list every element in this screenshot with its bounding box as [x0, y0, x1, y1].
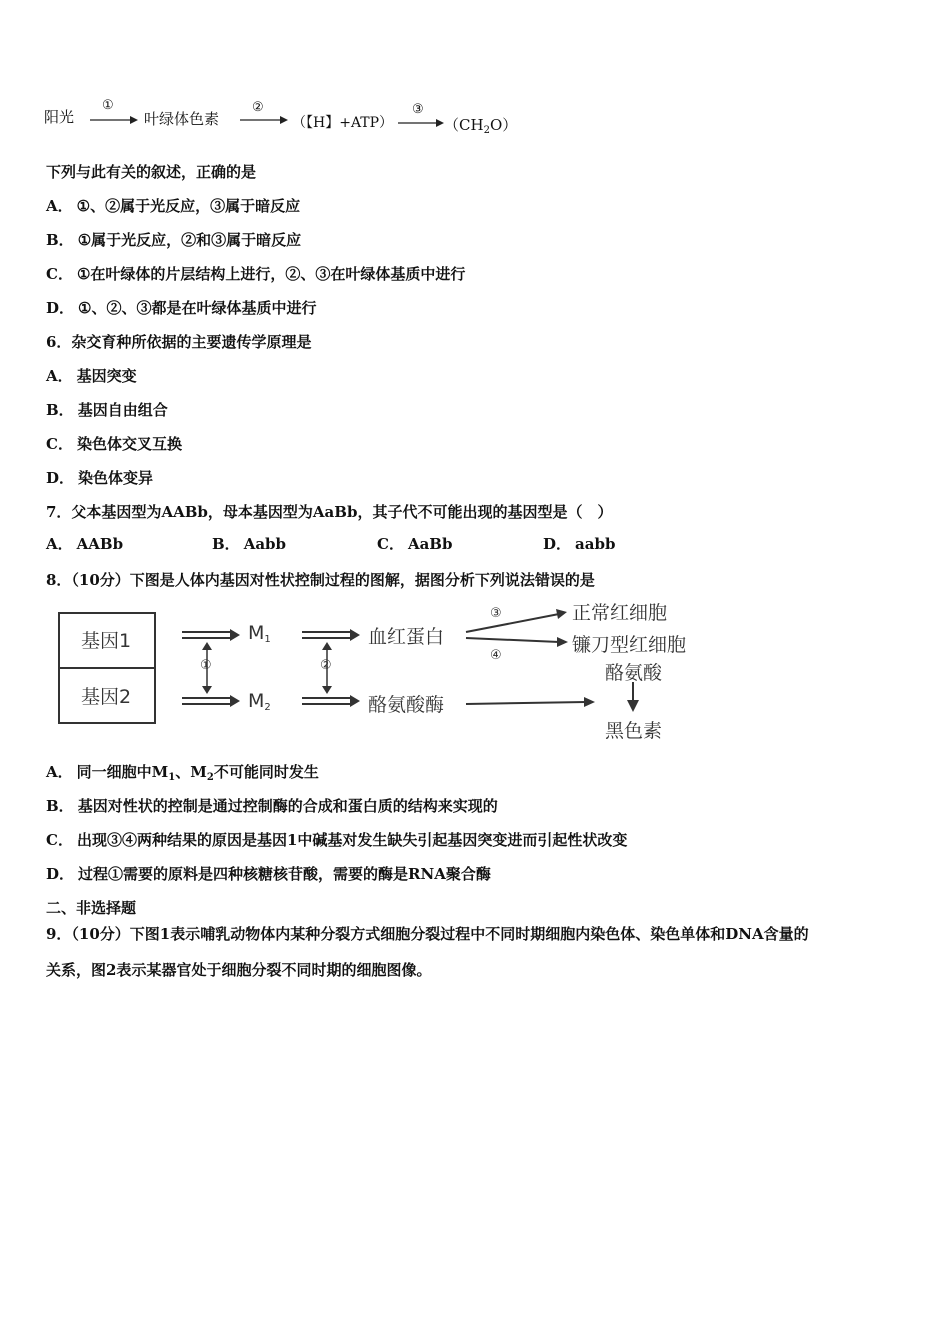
q7-stem-mid: ，母本基因型为: [207, 503, 313, 521]
q8-option-a-pre: 同一细胞中: [76, 763, 152, 781]
q7-stem-pre: 7．父本基因型为: [46, 503, 162, 521]
q9-line1: 9．（10分）下图1表示哺乳动物体内某种分裂方式细胞分裂过程中不同时期细胞内染色体、染色单体和DNA含量的: [46, 925, 809, 943]
section-heading: 二、非选择题: [46, 899, 137, 917]
q6-option-b-letter: B．: [46, 401, 74, 419]
q6-option-b-text: 基因自由组合: [77, 401, 168, 419]
q7-option-d-text: aabb: [575, 535, 616, 553]
q8-option-d: [46, 864, 491, 884]
q7-option-d-letter: D．: [543, 535, 572, 553]
tyrosinase-label: 酪氨酸酶: [368, 694, 445, 716]
q8-option-c-text: 出现③④两种结果的原因是基因1中碱基对发生缺失引起基因突变进而引起性状改变: [76, 831, 628, 849]
q6-option-a-text: 基因突变: [76, 367, 137, 385]
step4-circle: ④: [490, 648, 502, 663]
q6-option-a-letter: A．: [46, 367, 73, 385]
q8-option-a-m1: M: [151, 763, 169, 781]
q9-line2: 关系，图2表示某器官处于细胞分裂不同时期的细胞图像。: [46, 961, 432, 979]
gene-expression-figure: [54, 598, 734, 748]
m1-label: [248, 622, 271, 645]
q6-stem: 6．杂交育种所依据的主要遗传学原理是: [46, 333, 312, 351]
q7-genotype-father: AABb: [161, 503, 208, 521]
step3-circle: ③: [490, 606, 502, 621]
q8-option-a-m2: M: [190, 763, 207, 781]
q7-option-c-text: AaBb: [407, 535, 453, 553]
q5-option-d-letter: D．: [46, 299, 75, 317]
q7-option-a: [46, 534, 123, 554]
q6-option-c: [46, 434, 182, 454]
q8-option-a-post: 不可能同时发生: [213, 763, 319, 781]
tyrosine-label: 酪氨酸: [605, 662, 663, 684]
q5-option-b-text: ①属于光反应，②和③属于暗反应: [77, 231, 302, 249]
gene2-label: 基因2: [81, 686, 132, 708]
step1-marker: ①: [102, 98, 114, 113]
q5-option-a-text: ①、②属于光反应，③属于暗反应: [76, 197, 301, 215]
q5-option-c-text: ①在叶绿体的片层结构上进行，②、③在叶绿体基质中进行: [76, 265, 466, 283]
photosynthesis-flow-figure: [40, 96, 518, 140]
q5-option-a: [46, 196, 300, 216]
q7-option-a-text: AABb: [76, 535, 124, 553]
q5-option-d-text: ①、②、③都是在叶绿体基质中进行: [78, 299, 317, 317]
q5-option-b-letter: B．: [46, 231, 74, 249]
gene1-label: 基因1: [81, 630, 132, 652]
q6-option-a: [46, 366, 137, 386]
q7-option-d: [543, 534, 615, 554]
sickle-rbc-label: 镰刀型红细胞: [572, 634, 687, 656]
step1-circle: ①: [200, 658, 212, 673]
q6-option-c-letter: C．: [46, 435, 73, 453]
q8-option-a-letter: A．: [46, 763, 73, 781]
step2-circle: ②: [320, 658, 332, 673]
q8-option-a-sep: 、: [175, 763, 191, 781]
melanin-label: 黑色素: [605, 720, 663, 742]
q5-option-c-letter: C．: [46, 265, 73, 283]
q7-stem: [46, 502, 612, 522]
q8-option-a: [46, 762, 319, 788]
q8-stem: 8．（10分）下图是人体内基因对性状控制过程的图解，据图分析下列说法错误的是: [46, 571, 595, 589]
q7-option-b-text: Aabb: [243, 535, 287, 553]
q5-stem: 下列与此有关的叙述，正确的是: [46, 163, 257, 181]
sugar-sub: 2: [483, 125, 490, 136]
q8-option-c-letter: C．: [46, 831, 73, 849]
q8-option-c: [46, 830, 627, 850]
q8-option-b-text: 基因对性状的控制是通过控制酶的合成和蛋白质的结构来实现的: [77, 797, 498, 815]
step3-marker: ③: [412, 102, 424, 117]
q6-option-b: [46, 400, 168, 420]
sugar-pre: （CH: [444, 116, 484, 134]
q8-option-b: [46, 796, 498, 816]
m2-label: [248, 690, 271, 713]
q7-option-c-letter: C．: [377, 535, 404, 553]
m1-sub: 1: [264, 634, 271, 645]
q5-option-c: [46, 264, 465, 284]
normal-rbc-label: 正常红细胞: [572, 602, 668, 624]
q8-option-d-text: 过程①需要的原料是四种核糖核苷酸，需要的酶是RNA聚合酶: [78, 865, 491, 883]
sugar-post: O）: [489, 116, 518, 134]
q8-option-a-m2-sub: 2: [206, 772, 214, 783]
q8-option-b-letter: B．: [46, 797, 74, 815]
q5-option-a-letter: A．: [46, 197, 73, 215]
q5-option-d: [46, 298, 316, 318]
q7-option-b-letter: B．: [212, 535, 240, 553]
m2-text: M: [248, 690, 265, 712]
sugar-label: [444, 114, 517, 136]
m2-sub: 2: [264, 702, 271, 713]
q7-stem-post: ，其子代不可能出现的基因型是（ ）: [357, 503, 613, 521]
q6-option-d-letter: D．: [46, 469, 75, 487]
step2-marker: ②: [252, 100, 264, 115]
q6-option-d-text: 染色体变异: [78, 469, 154, 487]
q6-option-d: [46, 468, 153, 488]
q7-option-b: [212, 534, 286, 554]
q8-option-a-m1-sub: 1: [168, 772, 176, 783]
q7-genotype-mother: AaBb: [312, 503, 358, 521]
q7-option-c: [377, 534, 452, 554]
q6-option-c-text: 染色体交叉互换: [76, 435, 182, 453]
chlorophyll-label: 叶绿体色素: [144, 110, 220, 128]
q8-option-d-letter: D．: [46, 865, 75, 883]
sunlight-label: 阳光: [44, 108, 75, 126]
q7-option-a-letter: A．: [46, 535, 73, 553]
q5-option-b: [46, 230, 301, 250]
m1-text: M: [248, 622, 265, 644]
products-label: （【H】+ATP）: [292, 115, 394, 131]
hemoglobin-label: 血红蛋白: [368, 626, 445, 648]
